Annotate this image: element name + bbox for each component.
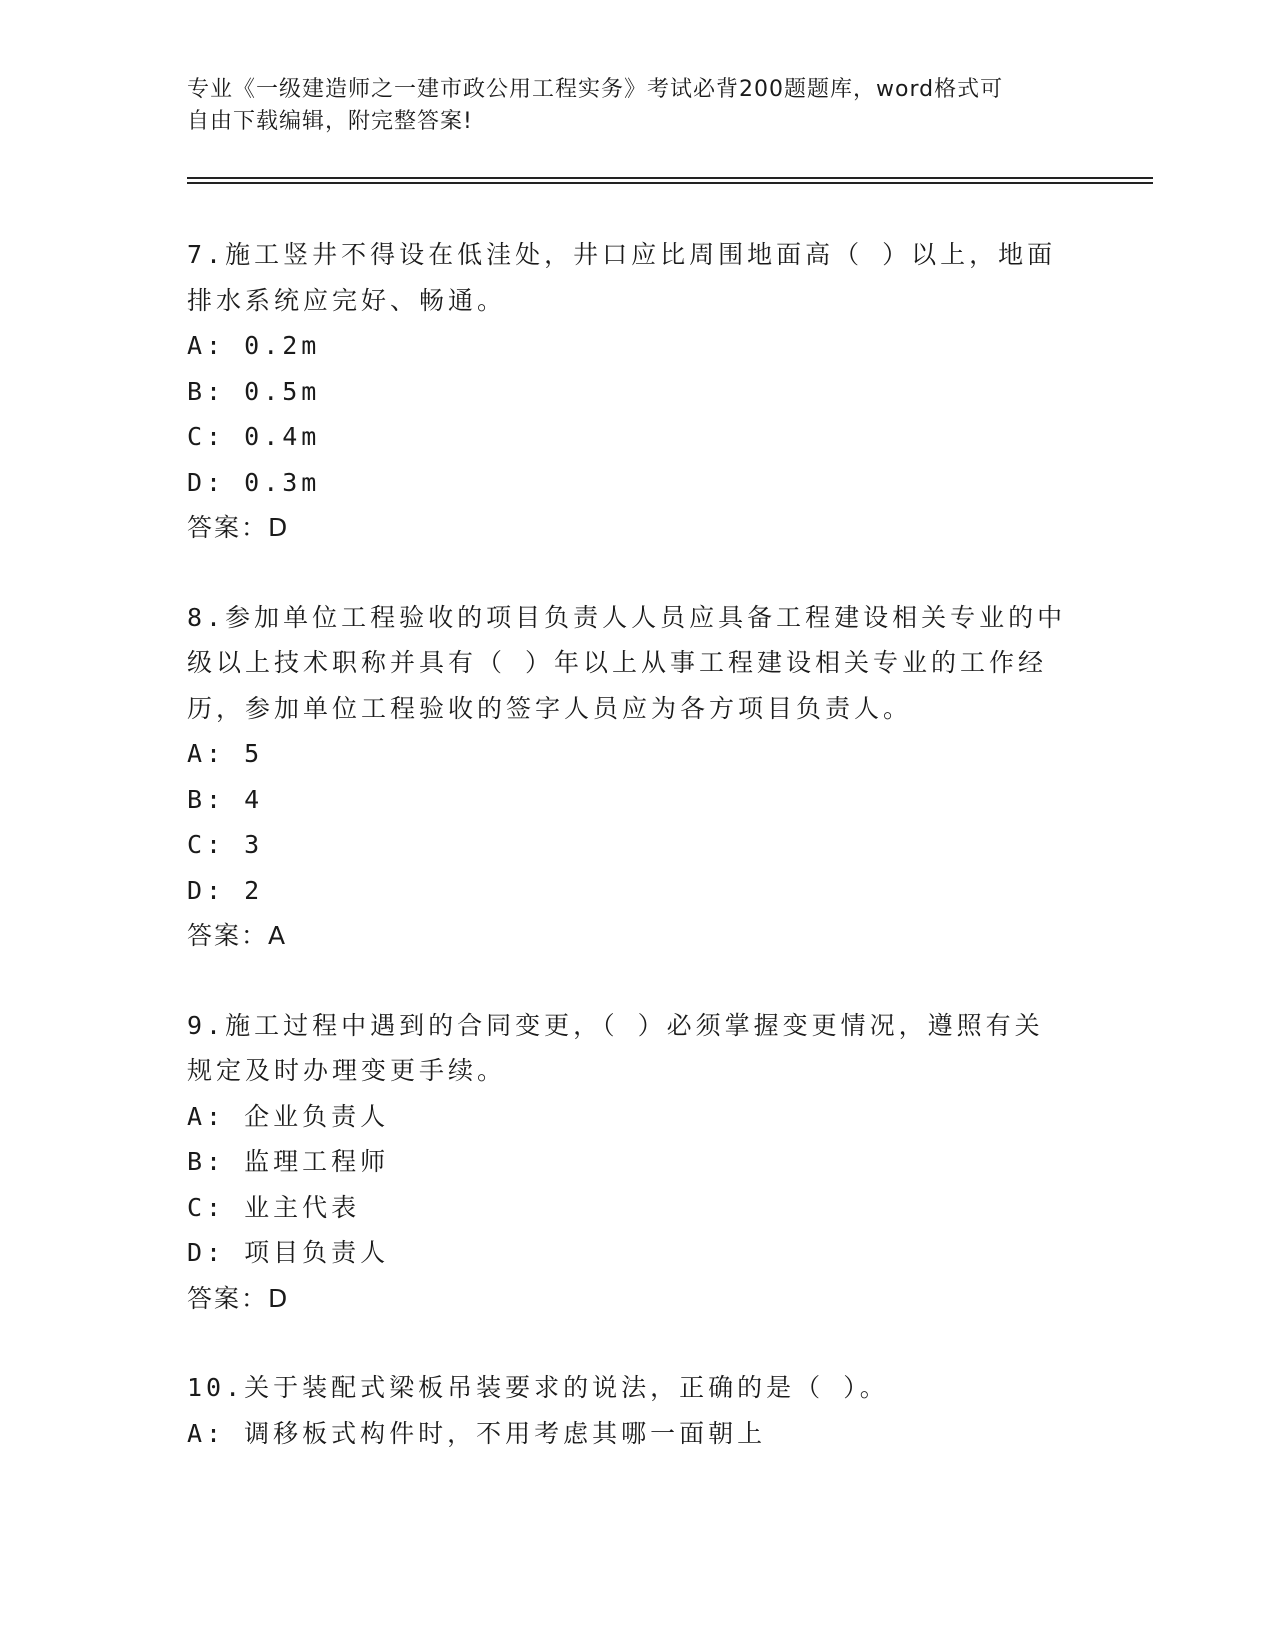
question-list [187,232,1087,1500]
option-a: A: 0.2m [187,331,321,360]
answer: 答案：D [187,1283,290,1313]
option-c: C: 0.4m [187,422,321,451]
option-b: B: 0.5m [187,376,321,406]
option-a: A: 企业负责人 [187,1101,390,1131]
header-divider-bottom [187,182,1153,184]
question-text-line: 规定及时办理变更手续。 [187,1056,507,1085]
document-header [187,74,1067,138]
option-b: B: 监理工程师 [187,1147,390,1176]
question-text-line: 8.参加单位工程验收的项目负责人人员应具备工程建设相关专业的中 [187,602,1067,632]
question-7 [187,232,1087,551]
option-a: A: 5 [187,739,264,768]
option-d: D: 2 [187,875,264,905]
question-text-line: 10.关于装配式梁板吊装要求的说法，正确的是（ ）。 [187,1373,889,1402]
question-10 [187,1365,1087,1456]
question-text-line: 9.施工过程中遇到的合同变更，（ ）必须掌握变更情况，遵照有关 [187,1010,1044,1040]
option-d: D: 0.3m [187,467,321,497]
header-divider-top [187,177,1153,179]
option-c: C: 业主代表 [187,1192,361,1222]
question-8 [187,595,1087,959]
option-a: A: 调移板式构件时，不用考虑其哪一面朝上 [187,1418,767,1448]
option-d: D: 项目负责人 [187,1238,390,1267]
header-line-1: 专业《一级建造师之一建市政公用工程实务》考试必背200题题库，word格式可 [187,77,1004,102]
answer: 答案：A [187,921,288,950]
option-b: B: 4 [187,784,264,814]
header-line-2: 自由下载编辑，附完整答案! [187,109,473,134]
question-9 [187,1003,1087,1322]
option-c: C: 3 [187,830,264,859]
answer: 答案：D [187,513,290,542]
question-text-line: 7.施工竖井不得设在低洼处，井口应比周围地面高（ ）以上，地面 [187,240,1057,269]
question-text-line: 历，参加单位工程验收的签字人员应为各方项目负责人。 [187,693,913,723]
question-text-line: 排水系统应完好、畅通。 [187,285,507,315]
question-text-line: 级以上技术职称并具有（ ）年以上从事工程建设相关专业的工作经 [187,648,1048,677]
